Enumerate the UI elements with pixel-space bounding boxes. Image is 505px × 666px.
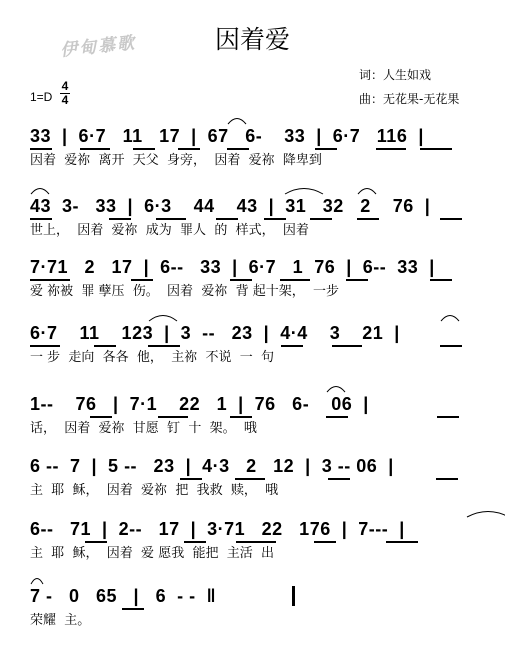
lyric-line: 主 耶 稣， 因着 爱 愿我 能把 主活 出 bbox=[30, 546, 274, 561]
beam-underline bbox=[326, 416, 348, 418]
lyric-line: 主 耶 稣， 因着 爱祢 把 我救 赎， 哦 bbox=[30, 483, 279, 498]
beam-underline bbox=[430, 279, 452, 281]
slur-mark bbox=[227, 115, 247, 125]
lyric-line: 因着 爱祢 离开 天父 身旁， 因着 爱祢 降卑到 bbox=[30, 153, 322, 168]
beam-underline bbox=[436, 478, 458, 480]
beam-underline bbox=[131, 279, 153, 281]
key-signature: 1=D bbox=[30, 90, 53, 104]
slur-mark bbox=[440, 312, 460, 322]
beam-underline bbox=[357, 218, 379, 220]
lyric-line: 爱 祢被 罪 孽压 伤。 因着 爱祢 背 起十架， 一步 bbox=[30, 284, 339, 299]
beam-underline bbox=[437, 416, 459, 418]
meter-top: 4 bbox=[61, 79, 69, 93]
lyric-line: 话， 因着 爱祢 甘愿 钉 十 架。 哦 bbox=[30, 421, 257, 436]
beam-underline bbox=[30, 345, 60, 347]
time-signature bbox=[59, 80, 71, 107]
beam-underline bbox=[90, 416, 112, 418]
beam-underline bbox=[109, 218, 131, 220]
beam-underline bbox=[85, 541, 107, 543]
song-title: 因着爱 bbox=[214, 25, 290, 54]
beam-underline bbox=[440, 345, 462, 347]
beam-underline bbox=[156, 218, 186, 220]
slur-mark bbox=[466, 508, 505, 518]
slur-mark bbox=[30, 575, 44, 585]
beam-underline bbox=[180, 478, 202, 480]
beam-underline bbox=[230, 416, 252, 418]
slur-mark bbox=[357, 185, 377, 195]
beam-underline bbox=[315, 148, 337, 150]
beam-underline bbox=[440, 218, 462, 220]
beam-underline bbox=[420, 148, 452, 150]
beam-underline bbox=[158, 416, 188, 418]
notation-line: 7·71 2 17 | 6-- 33 | 6·7 1 76 | 6-- 33 | bbox=[30, 257, 435, 277]
beam-underline bbox=[178, 148, 200, 150]
notation-line: 6·7 11 123 | 3 -- 23 | 4·4 3 21 | bbox=[30, 323, 400, 343]
beam-underline bbox=[122, 608, 144, 610]
beam-underline bbox=[264, 218, 286, 220]
beam-underline bbox=[236, 541, 276, 543]
beam-underline bbox=[346, 279, 368, 281]
beam-underline bbox=[310, 218, 332, 220]
final-barline bbox=[292, 586, 295, 606]
beam-underline bbox=[227, 148, 249, 150]
notation-line: 7 - 0 65 | 6 - - ‖ bbox=[30, 586, 217, 606]
beam-underline bbox=[230, 279, 252, 281]
slur-mark bbox=[284, 185, 324, 195]
notation-line: 6 -- 7 | 5 -- 23 | 4·3 2 12 | 3 -- 06 | bbox=[30, 456, 394, 476]
beam-underline bbox=[148, 345, 180, 347]
slur-mark bbox=[326, 383, 346, 393]
notation-line: 1-- 76 | 7·1 22 1 | 76 6- 06 | bbox=[30, 394, 369, 414]
beam-underline bbox=[280, 279, 310, 281]
beam-underline bbox=[314, 541, 336, 543]
lyricist-credit: 词：人生如戏 bbox=[359, 68, 432, 82]
beam-underline bbox=[184, 541, 206, 543]
beam-underline bbox=[80, 148, 110, 150]
beam-underline bbox=[30, 279, 70, 281]
meter-bottom: 4 bbox=[61, 93, 69, 107]
beam-underline bbox=[328, 478, 350, 480]
beam-underline bbox=[281, 345, 303, 347]
lyric-line: 荣耀 主。 bbox=[30, 613, 91, 628]
notation-line: 6-- 71 | 2-- 17 | 3·71 22 176 | 7--- | bbox=[30, 519, 405, 539]
composer-credit: 曲：无花果-无花果 bbox=[359, 92, 460, 106]
lyric-line: 世上， 因着 爱祢 成为 罪人 的 样式， 因着 bbox=[30, 223, 309, 238]
beam-underline bbox=[332, 345, 362, 347]
slur-mark bbox=[30, 185, 50, 195]
notation-line: 33 | 6·7 11 17 | 67 6- 33 | 6·7 116 | bbox=[30, 126, 424, 146]
beam-underline bbox=[133, 148, 155, 150]
slur-mark bbox=[148, 312, 178, 322]
beam-underline bbox=[235, 478, 265, 480]
beam-underline bbox=[94, 345, 116, 347]
lyric-line: 一 步 走向 各各 他， 主祢 不说 一 句 bbox=[30, 350, 274, 365]
beam-underline bbox=[216, 218, 238, 220]
beam-underline bbox=[30, 148, 52, 150]
beam-underline bbox=[386, 541, 418, 543]
beam-underline bbox=[30, 218, 52, 220]
notation-line: 43 3- 33 | 6·3 44 43 | 31 32 2 76 | bbox=[30, 196, 431, 216]
beam-underline bbox=[376, 148, 406, 150]
watermark: 伊甸慕歌 bbox=[59, 33, 138, 61]
